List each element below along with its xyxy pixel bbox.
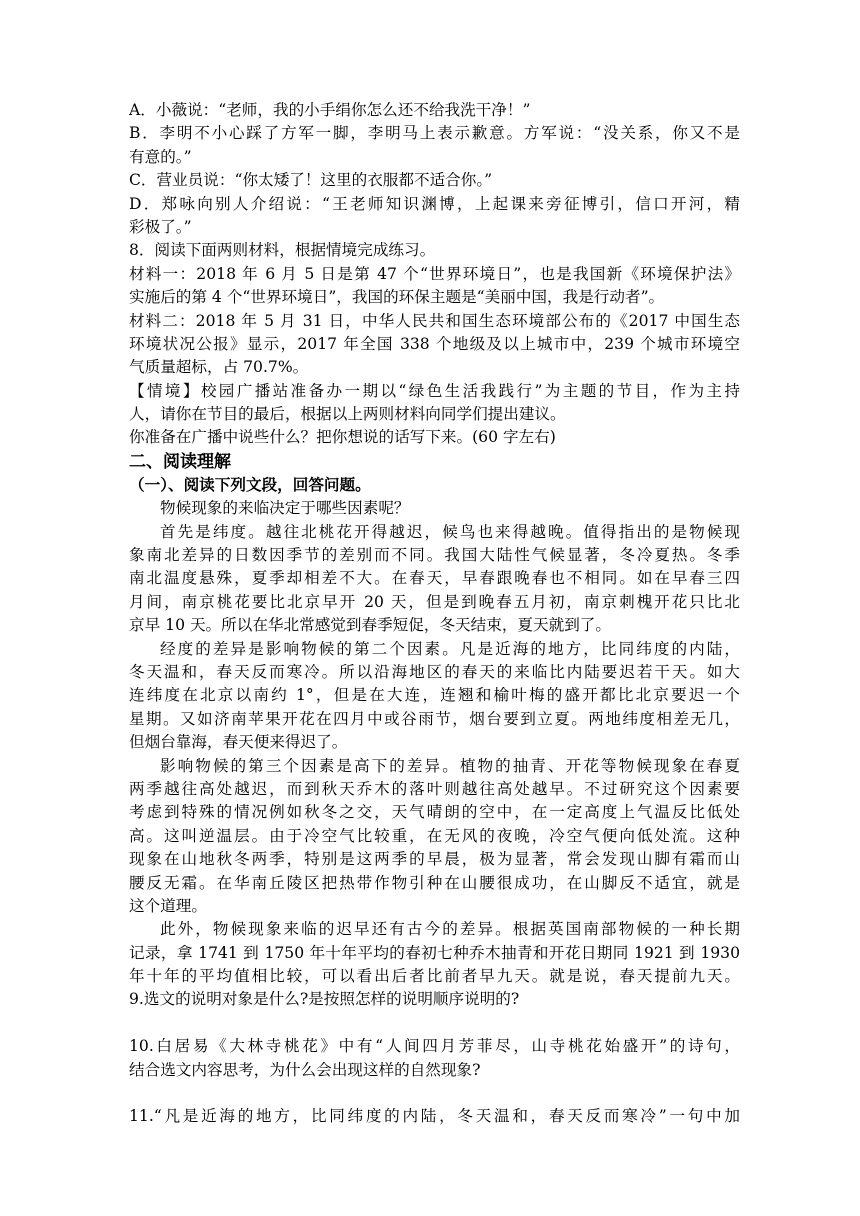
question-9: 9.选文的说明对象是什么?是按照怎样的说明顺序说明的?	[129, 990, 520, 1009]
question-8-task: 你准备在广播中说些什么？把你想说的话写下来。(60 字左右)	[129, 428, 556, 447]
text-line: B．李明不小心踩了方军一脚，李明马上表示歉意。方军说：“没关系，你又不是	[129, 124, 740, 143]
passage-line: 南北温度悬殊，夏季却相差不大。在春天，早春跟晚春也不相同。如在早春三四	[129, 569, 740, 588]
passage-line: 物候现象的来临决定于哪些因素呢？	[160, 499, 410, 518]
question-11: 11.“凡是近海的地方，比同纬度的内陆，冬天温和，春天反而寒冷”一句中加	[129, 1107, 740, 1126]
material-1-line: 材料一：2018 年 6 月 5 日是第 47 个“世界环境日”，也是我国新《环境保护法》	[129, 264, 740, 283]
option-a	[129, 99, 740, 122]
text-line: A．小薇说：“老师，我的小手绢你怎么还不给我洗干净！”	[129, 101, 531, 119]
passage-line: 首先是纬度。越往北桃花开得越迟，候鸟也来得越晚。值得指出的是物候现	[160, 522, 740, 541]
situation-line: 人，请你在节目的最后，根据以上两则材料向同学们提出建议。	[129, 405, 566, 424]
passage-line: 两季越往高处越迟，而到秋天乔木的落叶则越往高处越早。不过研究这个因素要	[129, 779, 740, 798]
passage-line: 高。这叫逆温层。由于冷空气比较重，在无风的夜晚，冷空气便向低处流。这种	[129, 826, 740, 845]
option-c	[129, 169, 740, 192]
passage-line: 此外，物候现象来临的迟早还有古今的差异。根据英国南部物候的一种长期	[160, 920, 740, 939]
answer-space	[129, 1082, 740, 1105]
text-line: 彩极了。”	[129, 217, 192, 236]
passage-line: 这个道理。	[129, 896, 207, 915]
passage-line: 现象在山地秋冬两季，特别是这两季的早晨，极为显著，常会发现山脚有霜而山	[129, 850, 740, 869]
reading-passage	[129, 497, 740, 988]
material-2-line: 材料二：2018 年 5 月 31 日，中华人民共和国生态环境部公布的《2017 中国生态	[129, 311, 740, 330]
text-line: D．郑咏向别人介绍说：“王老师知识渊博，上起课来旁征博引，信口开河，精	[129, 194, 740, 213]
material-2-line: 气质量超标，占 70.7%。	[129, 358, 309, 377]
subsection-heading: （一）、阅读下列文段，回答问题。	[129, 475, 371, 494]
passage-line: 京早 10 天。所以在华北常感觉到春季短促，冬天结束，夏天就到了。	[129, 616, 611, 635]
passage-line: 考虑到特殊的情况例如秋冬之交，天气晴朗的空中，在一定高度上气温反比低处	[129, 803, 740, 822]
section-heading: 二、阅读理解	[129, 451, 231, 472]
passage-line: 但烟台靠海，春天便来得迟了。	[129, 733, 348, 752]
passage-line: 腰反无霜。在华南丘陵区把热带作物引种在山腰很成功，在山脚反不适宜，就是	[129, 873, 740, 892]
passage-line: 经度的差异是影响物候的第二个因素。凡是近海的地方，比同纬度的内陆，	[160, 639, 740, 658]
text-line: C．营业员说：“你太矮了！这里的衣服都不适合你。”	[129, 171, 493, 190]
option-b	[129, 122, 740, 169]
question-8-prompt: 8．阅读下面两则材料，根据情境完成练习。	[129, 241, 436, 260]
passage-line: 连纬度在北京以南约 1°，但是在大连，连翘和榆叶梅的盛开都比北京要迟一个	[129, 686, 740, 705]
material-2-line: 环境状况公报》显示，2017 年全国 338 个地级及以上城市中，239 个城市环境空	[129, 334, 740, 353]
passage-line: 影响物候的第三个因素是高下的差异。植物的抽青、开花等物候现象在春夏	[160, 756, 740, 775]
passage-line: 冬天温和，春天反而寒冷。所以沿海地区的春天的来临比内陆要迟若干天。如大	[129, 662, 740, 681]
material-1-line: 实施后的第 4 个“世界环境日”，我国的环保主题是“美丽中国，我是行动者”。	[129, 288, 665, 307]
text-line: 有意的。”	[129, 147, 192, 166]
passage-line: 星期。又如济南苹果开花在四月中或谷雨节，烟台要到立夏。两地纬度相差无几，	[129, 709, 740, 728]
situation-line: 【情境】校园广播站准备办一期以“绿色生活我践行”为主题的节目，作为主持	[129, 381, 740, 400]
question-10: 10.白居易《大林寺桃花》中有“人间四月芳菲尽，山寺桃花始盛开”的诗句，	[129, 1037, 740, 1056]
question-8	[129, 239, 740, 450]
passage-line: 月间，南京桃花要比北京早开 20 天，但是到晚春五月初，南京刺槐开花只比北	[129, 592, 740, 611]
document-page	[129, 99, 740, 1129]
answer-space	[129, 1012, 740, 1035]
passage-line: 象南北差异的日数因季节的差别而不同。我国大陆性气候显著，冬冷夏热。冬季	[129, 546, 740, 565]
question-10: 结合选文内容思考，为什么会出现这样的自然现象?	[129, 1060, 481, 1079]
passage-line: 年十年的平均值相比较，可以看出后者比前者早九天。就是说，春天提前九天。	[129, 967, 740, 986]
option-d	[129, 193, 740, 240]
passage-line: 记录，拿 1741 到 1750 年十年平均的春初七种乔木抽青和开花日期同 1921 到 1930	[129, 943, 740, 962]
